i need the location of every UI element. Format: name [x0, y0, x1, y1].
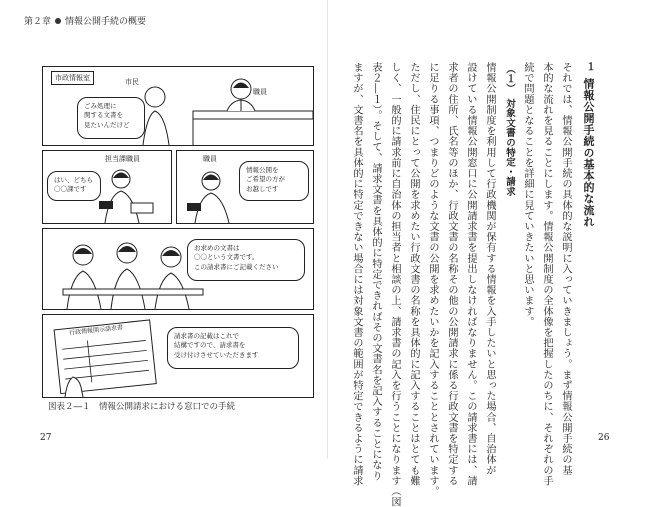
page-number-left: 27: [40, 433, 52, 443]
bubble-line: 関する文書を: [84, 111, 123, 120]
comic-panel-2-left: [42, 150, 172, 224]
clerk-label: 担当課職員: [105, 155, 140, 163]
staff-speech-bubble: [239, 161, 309, 201]
citizen-speech-bubble: [77, 97, 145, 139]
bullet-dot-icon: [55, 18, 61, 24]
running-header: [24, 14, 146, 27]
bubble-line: ごみ処理に: [84, 102, 117, 110]
bubble-line: お越しです: [246, 184, 279, 193]
form-speech-bubble: [167, 327, 299, 369]
page-fold: [327, 0, 328, 459]
intro-line-3: 続で問題となることを詳細に見ていきたいと思います。: [522, 62, 533, 327]
intro-line-2: 本的な流れを見ることにします。情報公開制度の全体像を把握したのちに、それぞれの手: [541, 62, 552, 486]
body-line-1: 情報公開制度を利用して行政機関が保有する情報を入手したいと思った場合、自治体が: [484, 62, 495, 476]
comic-panel-1: [42, 66, 314, 146]
subsection-heading: （１） 対象文書の特定・請求: [504, 64, 515, 197]
bubble-line: 結構ですので、請求書を: [174, 341, 246, 350]
page-number-right: 26: [598, 433, 610, 443]
bubble-line: ご希望の方が: [246, 175, 285, 184]
body-line-6: しく、一般的に請求前に自治体の担当者と相談の上、請求書の記入を行うことになります（図: [389, 62, 400, 507]
bubble-line: 〇〇という文書です。: [194, 253, 259, 262]
bubble-line: お求めの文書は: [194, 244, 240, 252]
form-title: 行政情報開示請求書: [68, 324, 124, 337]
office-label: 市政情報室: [51, 71, 94, 85]
chapter-title: 情報公開手続の概要: [65, 17, 147, 27]
body-line-2: 設けている情報公開窓口に公開請求書を提出しなければなりません。この請求書には、請: [465, 62, 476, 486]
bubble-line: 受け付けさせていただきます: [174, 350, 259, 359]
body-line-3: 求者の住所、氏名等のほか、行政文書の名称その他の公開請求に係る行政文書を特定する: [446, 62, 457, 486]
bubble-line: 情報公開を: [246, 166, 279, 174]
counter-speech-bubble: [187, 239, 305, 281]
section-number: １: [586, 62, 596, 73]
comic-panel-4: [42, 314, 314, 398]
comic-panel-3: [42, 228, 314, 310]
bubble-line: この請求書にご記載ください: [194, 262, 279, 271]
citizen-label: 市民: [125, 78, 139, 86]
bubble-line: 見たいんだけど: [84, 120, 130, 129]
section-title: 情報公開手続の基本的な流れ: [582, 78, 595, 228]
body-line-4: に足りる事項、つまりどのような文書の公開を求めたいかを記入することとされています。: [427, 62, 438, 497]
bubble-line: 〇〇課です: [54, 185, 87, 194]
body-line-7: 表２―１）。そして、請求文書を具体的に特定できればその文書名を記入することになり: [370, 62, 381, 481]
procedure-comic: [42, 66, 312, 396]
clerk-speech-bubble: [47, 171, 101, 201]
staff-label: 職員: [253, 88, 267, 96]
comic-panel-2-right: [176, 150, 314, 224]
bubble-line: 請求書の記載はこれで: [174, 332, 239, 340]
chapter-number: 第２章: [24, 17, 52, 27]
intro-line-1: それでは、情報公開手続の具体的な説明に入っていきましょう。まず情報公開手続の基: [560, 62, 571, 476]
staff-label: 職員: [203, 155, 217, 163]
body-line-5: ただし、住民にとって公開を求めたい行政文書の名称を具体的に記入することはとても難: [408, 62, 419, 486]
bubble-line: はい、どちら: [54, 176, 93, 184]
body-line-8: ますが、文書名を具体的に特定できない場合には対象文書の範囲が特定できるように請求: [351, 62, 362, 486]
figure-caption: 図表２―１ 情報公開請求における窓口での手続: [48, 402, 236, 412]
